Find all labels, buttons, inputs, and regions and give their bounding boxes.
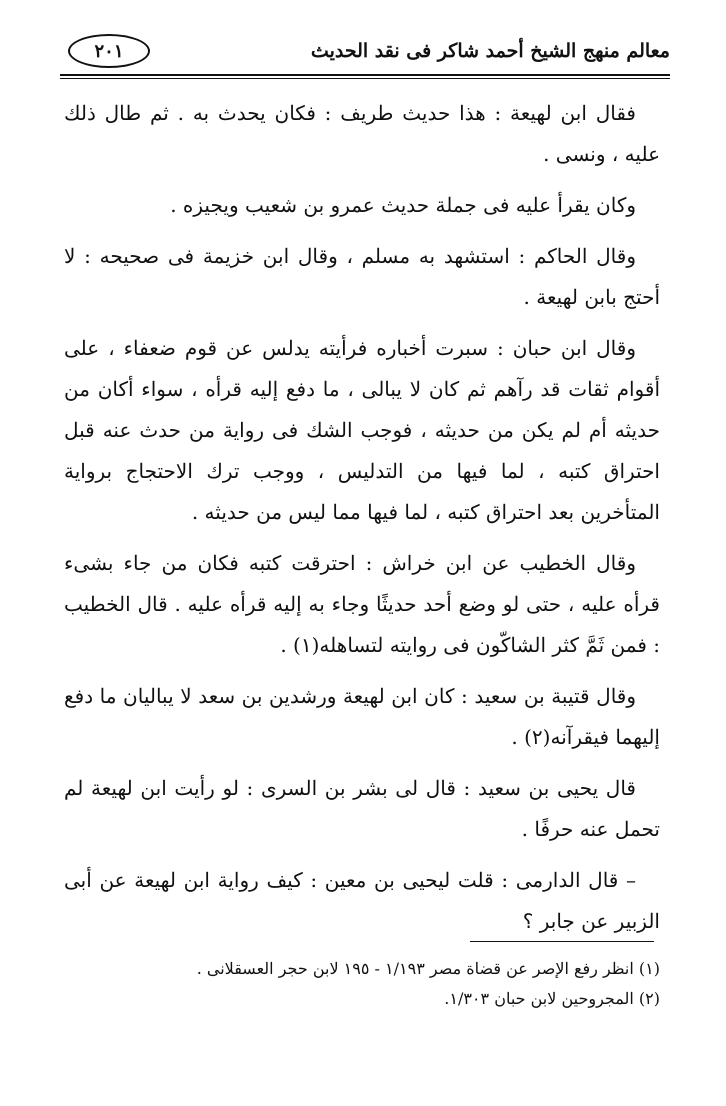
header-rule bbox=[60, 74, 670, 76]
footnote-separator bbox=[470, 941, 654, 942]
footnote: (٢) المجروحين لابن حبان ١/٣٠٣. bbox=[444, 989, 660, 1008]
running-title: معالم منهج الشيخ أحمد شاكر فى نقد الحديث bbox=[310, 40, 670, 62]
paragraph: – قال الدارمى : قلت ليحيى بن معين : كيف رواية ابن لهيعة عن أبى الزبير عن جابر ؟ bbox=[64, 868, 660, 933]
paragraph: وقال الحاكم : استشهد به مسلم ، وقال ابن خزيمة فى صحيحه : لا أحتج بابن لهيعة . bbox=[64, 244, 660, 309]
paragraph: قال يحيى بن سعيد : قال لى بشر بن السرى : لو رأيت ابن لهيعة لم تحمل عنه حرفًا . bbox=[64, 776, 660, 841]
paragraph: وقال ابن حبان : سبرت أخباره فرأيته يدلس عن قوم ضعفاء ، على أقوام ثقات قد رآهم ثم كان لا يبالى ، ما دفع إليه قرأه ، سواء أكان من حديثه أم لم يكن من حديثه ، فوجب الشك فى رواية من حدث عنه قبل احتراق كتبه ، لما فيها من التدليس ، ووجب ترك الاحتجاج برواية المتأخرين بعد احتراق كتبه ، لما فيها مما ليس من حديثه . bbox=[64, 336, 660, 524]
footnotes bbox=[64, 954, 660, 1014]
paragraph: فقال ابن لهيعة : هذا حديث طريف : فكان يحدث به . ثم طال ذلك عليه ، ونسى . bbox=[64, 101, 660, 166]
paragraph: وكان يقرأ عليه فى جملة حديث عمرو بن شعيب ويجيزه . bbox=[170, 193, 636, 217]
paragraph: وقال الخطيب عن ابن خراش : احترقت كتبه فكان من جاء بشىء قرأه عليه ، حتى لو وضع أحد حديثًا وجاء به إليه قرأه عليه . قال الخطيب : فمن ثَمَّ كثر الشاكّون فى روايته لتساهله(١) . bbox=[64, 551, 660, 657]
paragraph: وقال قتيبة بن سعيد : كان ابن لهيعة ورشدين بن سعد لا يباليان ما دفع إليهما فيقرآنه(٢) . bbox=[64, 684, 660, 749]
page-number: ٢٠١ bbox=[68, 34, 150, 68]
header-rule-thin bbox=[60, 78, 670, 79]
footnote: (١) انظر رفع الإصر عن قضاة مصر ١/١٩٣ - ١٩٥ لابن حجر العسقلانى . bbox=[196, 959, 660, 978]
main-text bbox=[64, 93, 660, 952]
page-header bbox=[60, 30, 670, 74]
